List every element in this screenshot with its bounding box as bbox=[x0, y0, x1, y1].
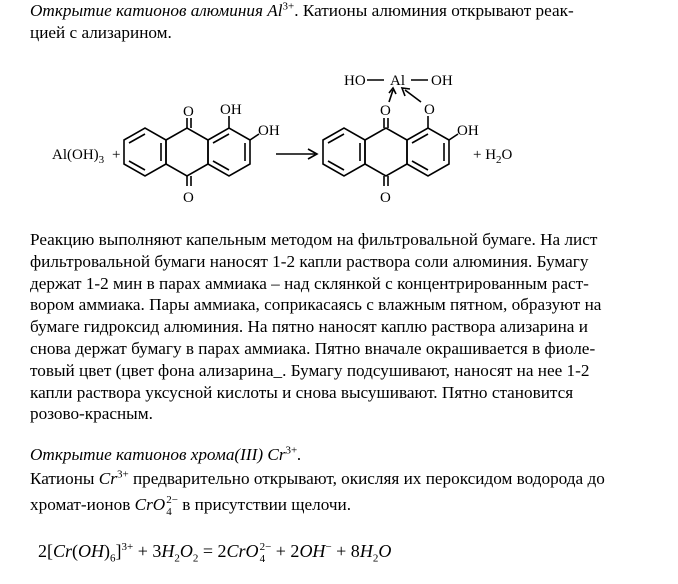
al-ho-label: HO bbox=[344, 73, 366, 89]
aluminum-charge: 3+ bbox=[282, 0, 295, 13]
left-ring-c bbox=[208, 128, 250, 176]
aluminum-intro-line1: . Катионы алюминия открывают реак- bbox=[294, 1, 574, 20]
chromium-heading: Открытие катионов хрома(III) Cr bbox=[30, 445, 286, 464]
right-carbonyl-o-top: O bbox=[380, 103, 391, 119]
left-carbonyl-o-bottom: O bbox=[183, 190, 194, 206]
chromium-line1: Катионы $Cr^{3+}$ предварительно открывают, окисляя их пероксидом водорода до bbox=[30, 468, 605, 488]
chromium-equation: $2[Cr(OH)_6]^{3+} + 3H_2O_2 = 2CrO$ 2− 4 + $2OH^- + 8H_2O$ bbox=[38, 540, 392, 565]
procedure-line: снова держат бумагу в парах аммиака. Пятно вначале окрашивается в фиоле- bbox=[30, 338, 596, 358]
right-ring-c bbox=[407, 128, 449, 176]
aluminum-intro-line2: цией с ализарином. bbox=[30, 22, 172, 42]
right-carbonyl-o-bottom: O bbox=[380, 190, 391, 206]
water-product: + $H_2O$ bbox=[473, 147, 513, 166]
chromate-ion: CrO bbox=[134, 495, 166, 514]
plus-sign: + bbox=[112, 147, 121, 163]
cr-symbol: Cr bbox=[98, 469, 117, 488]
right-bridge-o: O bbox=[424, 102, 435, 118]
procedure-line: капли раствора уксусной кислоты и снова высушивают. Пятно становится bbox=[30, 382, 574, 402]
chromium-line2: хромат-ионов CrO 2− 4 в присутствии щелочи. bbox=[30, 494, 352, 519]
chromium-heading-line: Открытие катионов хрома(III) $Cr^{3+}$. bbox=[30, 444, 302, 464]
left-carbonyl-o-top: O bbox=[183, 104, 194, 120]
right-ring-b bbox=[365, 128, 407, 176]
left-oh-top: OH bbox=[220, 102, 242, 118]
alizarin-reaction-scheme bbox=[30, 62, 550, 222]
aluminum-heading: Открытие катионов алюминия Al bbox=[30, 1, 283, 20]
procedure-line: фильтровальной бумаги наносят 1-2 капли раствора соли алюминия. Бумагу bbox=[30, 251, 589, 271]
al-atom-label: Al bbox=[390, 73, 405, 89]
procedure-paragraph bbox=[30, 229, 650, 425]
left-oh-side: OH bbox=[258, 123, 280, 139]
chromium-heading-charge: 3+ bbox=[285, 444, 298, 457]
left-ring-b bbox=[166, 128, 208, 176]
procedure-line: товый цвет (цвет фона ализарина_. Бумагу подсушивают, наносят на нее 1-2 bbox=[30, 360, 590, 380]
chromate-charge: 2− 4 bbox=[166, 494, 178, 519]
procedure-line: бумаге гидроксид алюминия. На пятно наносят каплю раствора ализарина и bbox=[30, 317, 588, 337]
right-ring-a bbox=[323, 128, 365, 176]
left-ring-a bbox=[124, 128, 166, 176]
procedure-line: вором аммиака. Пары аммиака, соприкасаясь с влажным пятном, образуют на bbox=[30, 295, 602, 315]
right-oh-side: OH bbox=[457, 123, 479, 139]
procedure-line: держат 1-2 мин в парах аммиака – над склянкой с концентрированным раст- bbox=[30, 273, 589, 293]
procedure-line: розово-красным. bbox=[30, 404, 153, 424]
al-oh-label: OH bbox=[431, 73, 453, 89]
procedure-line: Реакцию выполняют капельным методом на фильтровальной бумаге. На лист bbox=[30, 230, 598, 249]
aluminum-intro bbox=[30, 0, 650, 44]
reactant-formula: $Al(OH)_3$ bbox=[52, 147, 105, 166]
